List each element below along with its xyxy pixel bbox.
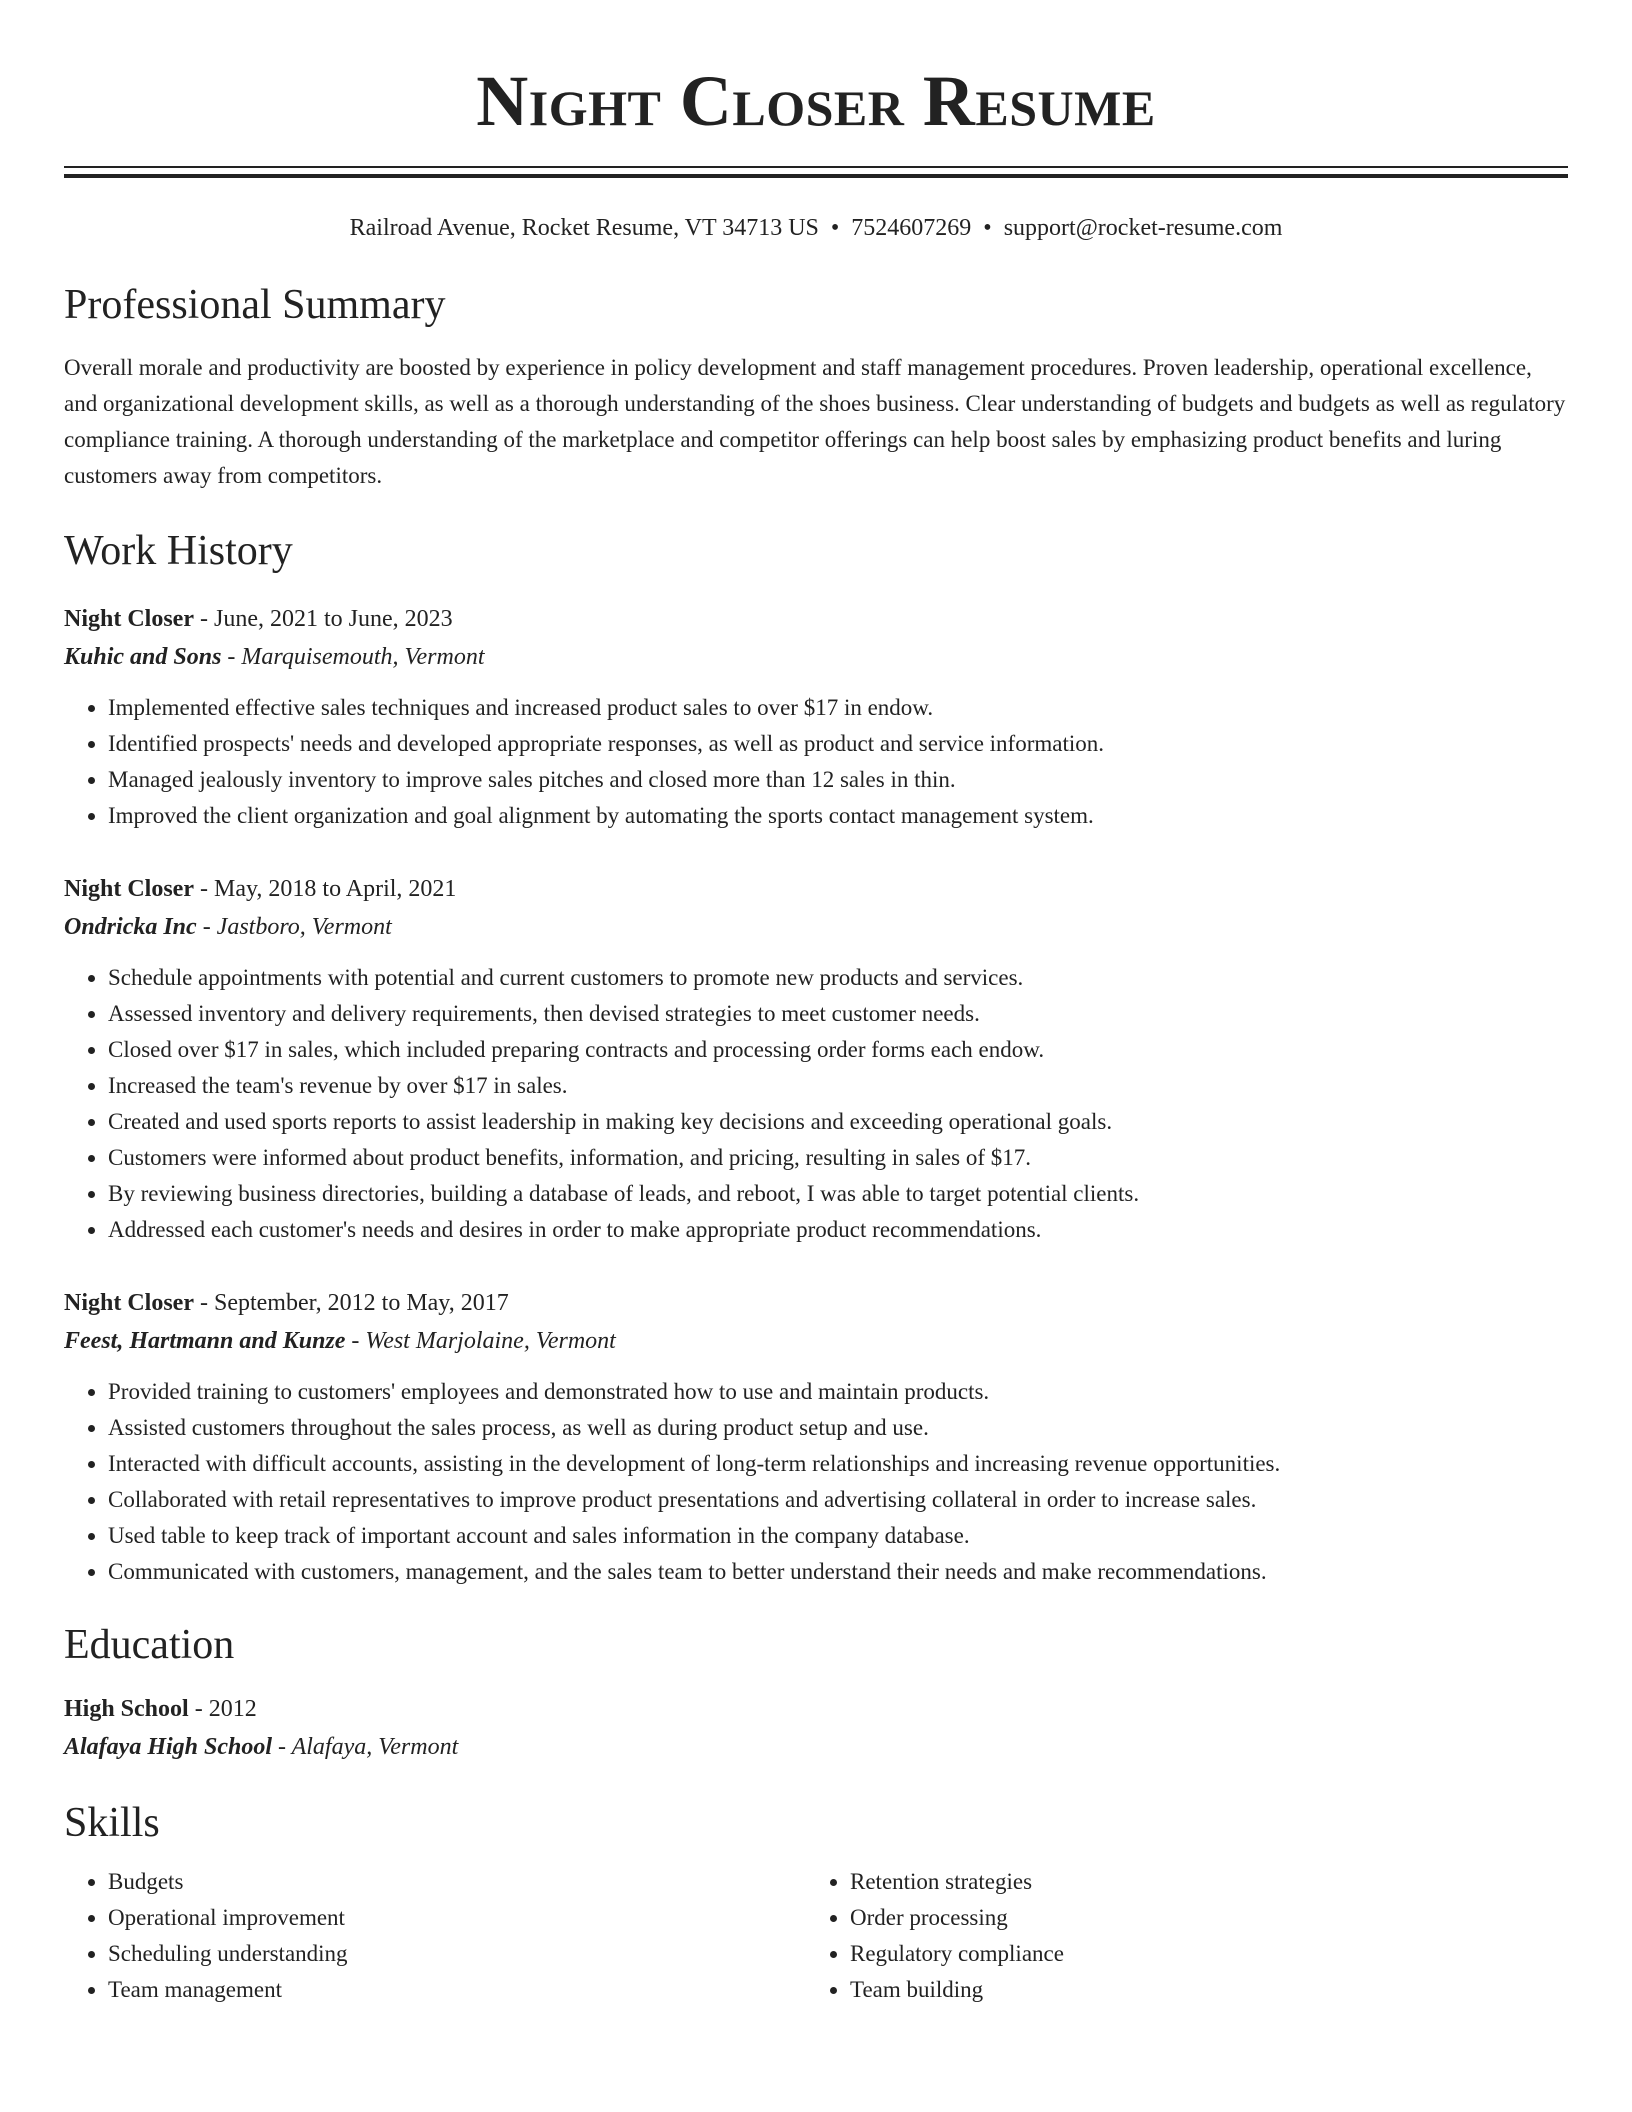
job-title: Night Closer: [64, 1290, 194, 1316]
job-entry: [64, 870, 1568, 1248]
job-bullet: • Communicated with customers, management, and the sales team to better understand their needs and make recommendations.: [108, 1554, 1568, 1590]
job-bullet: • Assessed inventory and delivery requirements, then devised strategies to meet customer needs.: [108, 996, 1568, 1032]
job-bullet: • Interacted with difficult accounts, assisting in the development of long-term relationships and increasing revenue opportunities.: [108, 1446, 1568, 1482]
job-company: Kuhic and Sons: [64, 644, 222, 670]
job-bullet: • Identified prospects' needs and developed appropriate responses, as well as product and service information.: [108, 726, 1568, 762]
work-history-heading: Work History: [64, 528, 293, 574]
job-bullet: • Collaborated with retail representatives to improve product presentations and advertising collateral in order to increase sales.: [108, 1482, 1568, 1518]
job-dates: - May, 2018 to April, 2021: [193, 876, 457, 902]
job-company-line: [64, 1322, 1568, 1360]
job-bullets: [64, 1374, 1568, 1590]
job-bullet: • Schedule appointments with potential and current customers to promote new products and services.: [108, 960, 1568, 996]
job-bullet: • Created and used sports reports to assist leadership in making key decisions and exceeding operational goals.: [108, 1104, 1568, 1140]
job-location: - Jastboro, Vermont: [196, 914, 392, 940]
education-degree: High School: [64, 1696, 189, 1722]
job-entry: [64, 600, 1568, 834]
job-location: - Marquisemouth, Vermont: [221, 644, 485, 670]
education-school: Alafaya High School: [64, 1734, 273, 1760]
contact-separator: •: [983, 215, 992, 241]
skills-list: [64, 1864, 1568, 2008]
job-location: - West Marjolaine, Vermont: [345, 1328, 616, 1354]
education-heading: Education: [64, 1622, 235, 1668]
job-bullet: • Increased the team's revenue by over $17 in sales.: [108, 1068, 1568, 1104]
job-company: Feest, Hartmann and Kunze: [64, 1328, 346, 1354]
page-title: Night Closer Resume: [476, 61, 1156, 141]
job-bullet: • Customers were informed about product benefits, information, and pricing, resulting in sales of $17.: [108, 1140, 1568, 1176]
job-bullets: [64, 690, 1568, 834]
job-bullets: [64, 960, 1568, 1248]
education-entry: [64, 1690, 1568, 1766]
job-bullet: • Used table to keep track of important account and sales information in the company database.: [108, 1518, 1568, 1554]
job-bullet: • Addressed each customer's needs and desires in order to make appropriate product recommendations.: [108, 1212, 1568, 1248]
job-bullet: • Managed jealously inventory to improve sales pitches and closed more than 12 sales in thin.: [108, 762, 1568, 798]
skills-heading: Skills: [64, 1800, 160, 1846]
contact-address: Railroad Avenue, Rocket Resume, VT 34713 US: [349, 215, 819, 241]
skill-item: • Retention strategies: [850, 1864, 1548, 1900]
skill-item: • Team management: [108, 1972, 806, 2008]
job-entry: [64, 1284, 1568, 1590]
job-bullet: • Provided training to customers' employees and demonstrated how to use and maintain products.: [108, 1374, 1568, 1410]
job-title-line: [64, 870, 1568, 908]
summary-heading: Professional Summary: [64, 282, 446, 328]
job-title: Night Closer: [64, 876, 194, 902]
job-company-line: [64, 908, 1568, 946]
skill-item: • Operational improvement: [108, 1900, 806, 1936]
skill-item: • Team building: [850, 1972, 1548, 2008]
job-dates: - June, 2021 to June, 2023: [193, 606, 453, 632]
job-title: Night Closer: [64, 606, 194, 632]
contact-phone: 7524607269: [851, 215, 972, 241]
skill-item: • Scheduling understanding: [108, 1936, 806, 1972]
job-dates: - September, 2012 to May, 2017: [193, 1290, 509, 1316]
job-company-line: [64, 638, 1568, 676]
job-bullet: • Implemented effective sales techniques and increased product sales to over $17 in endow.: [108, 690, 1568, 726]
education-school-line: [64, 1728, 1568, 1766]
contact-email[interactable]: support@rocket-resume.com: [1003, 215, 1283, 241]
summary-text: Overall morale and productivity are boosted by experience in policy development and staff management procedures. Proven leadership, operational excellence, and organizational development skills, as well as a thorough understanding of the shoes business. Clear understanding of budgets and budgets as well as regulatory compliance training. A thorough understanding of the marketplace and competitor offerings can help boost sales by emphasizing product benefits and luring customers away from competitors.: [64, 355, 1566, 488]
skills-column-right: [806, 1864, 1548, 2008]
job-bullet: • By reviewing business directories, building a database of leads, and reboot, I was able to target potential clients.: [108, 1176, 1568, 1212]
job-bullet: • Closed over $17 in sales, which included preparing contracts and processing order forms each endow.: [108, 1032, 1568, 1068]
header-divider-thin: [64, 166, 1568, 168]
header-divider-thick: [64, 174, 1568, 178]
job-bullet: • Improved the client organization and goal alignment by automating the sports contact management system.: [108, 798, 1568, 834]
skill-item: • Regulatory compliance: [850, 1936, 1548, 1972]
job-title-line: [64, 1284, 1568, 1322]
contact-line: [64, 212, 1568, 244]
skill-item: • Budgets: [108, 1864, 806, 1900]
skills-column-left: [64, 1864, 806, 2008]
job-title-line: [64, 600, 1568, 638]
education-location: - Alafaya, Vermont: [272, 1734, 459, 1760]
job-company: Ondricka Inc: [64, 914, 197, 940]
job-bullet: • Assisted customers throughout the sales process, as well as during product setup and use.: [108, 1410, 1568, 1446]
education-year: - 2012: [188, 1696, 257, 1722]
contact-separator: •: [830, 215, 840, 241]
education-degree-line: [64, 1690, 1568, 1728]
skill-item: • Order processing: [850, 1900, 1548, 1936]
